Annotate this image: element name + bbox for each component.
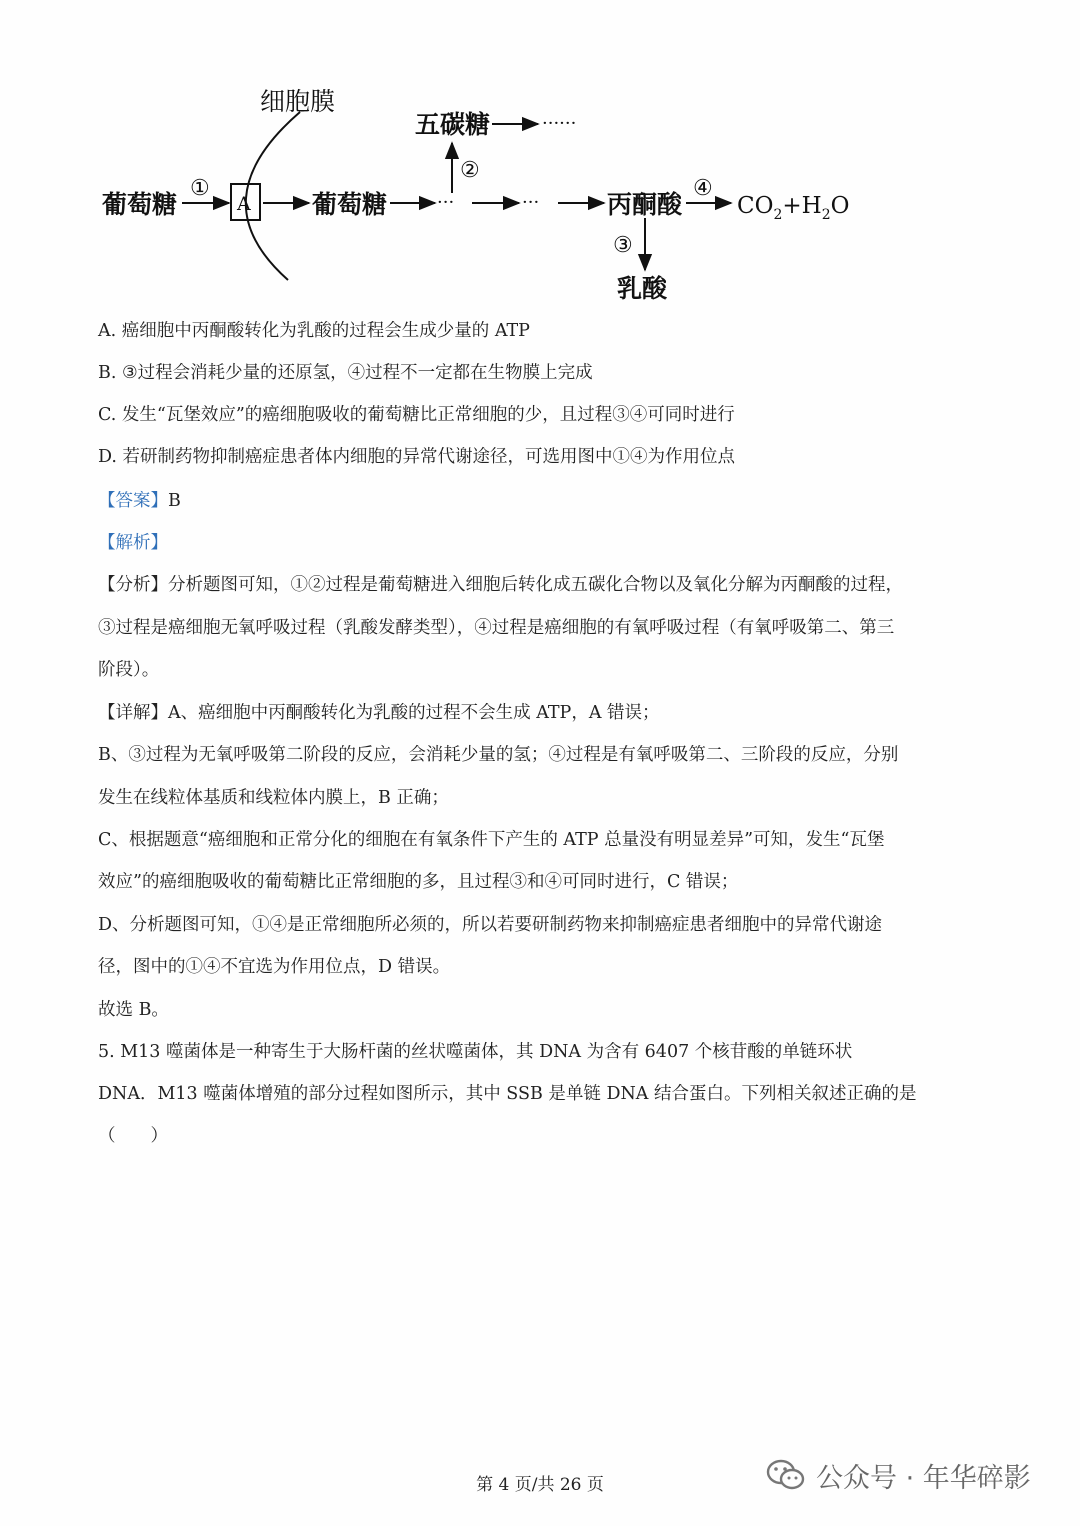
analysis-line-text: A、癌细胞中丙酮酸转化为乳酸的过程不会生成 ATP，A 错误； [168, 703, 660, 723]
product-co-subscript: 2 [773, 207, 783, 223]
step-4-label: ④ [693, 176, 713, 201]
analysis-line-text: ③过程是癌细胞无氧呼吸过程（乳酸发酵类型），④过程是癌细胞的有氧呼吸过程（有氧呼吸第二、第三 [98, 618, 895, 638]
products-label [737, 193, 850, 223]
analysis-line [98, 829, 884, 851]
ellipsis-1: ··· [437, 192, 455, 213]
product-h-subscript: 2 [821, 207, 831, 223]
ellipsis-long: ······ [542, 113, 577, 134]
analysis-heading [98, 532, 168, 554]
analysis-tag: 【解析】 [98, 533, 168, 553]
step-2-label: ② [460, 158, 480, 183]
analysis-line [98, 702, 660, 724]
option-b: B. ③过程会消耗少量的还原氢，④过程不一定都在生物膜上完成 [98, 363, 593, 383]
wechat-icon [766, 1458, 806, 1492]
option-d: D. 若研制药物抑制癌症患者体内细胞的异常代谢途径，可选用图中①④为作用位点 [98, 447, 736, 467]
analysis-line [98, 999, 169, 1021]
glucose-outside: 葡萄糖 [102, 190, 178, 219]
glucose-inside: 葡萄糖 [312, 190, 388, 219]
analysis-line-text: 故选 B。 [98, 1000, 169, 1020]
option-c: C. 发生“瓦堡效应”的癌细胞吸收的葡萄糖比正常细胞的少，且过程③④可同时进行 [98, 405, 735, 425]
analysis-line-text: 发生在线粒体基质和线粒体内膜上，B 正确； [98, 788, 449, 808]
analysis-line-text: B、③过程为无氧呼吸第二阶段的反应，会消耗少量的氢；④过程是有氧呼吸第二、三阶段的反应，分别 [98, 745, 899, 765]
analysis-line [98, 744, 898, 766]
analysis-line [98, 956, 450, 978]
pyruvate-label: 丙酮酸 [607, 190, 683, 219]
product-plus-h: +H [782, 193, 822, 219]
transporter-a-label: A [237, 193, 251, 215]
cell-membrane-curve [246, 112, 300, 280]
product-o: O [830, 193, 850, 219]
pentose-label: 五碳糖 [415, 110, 491, 139]
membrane-label: 细胞膜 [260, 87, 336, 116]
analysis-line [98, 787, 449, 809]
option-a: A. 癌细胞中丙酮酸转化为乳酸的过程会生成少量的 ATP [98, 321, 530, 341]
watermark [766, 1453, 1031, 1497]
question-5-line: （ ） [98, 1126, 168, 1146]
analysis-line [98, 871, 738, 893]
product-co: CO [737, 193, 774, 219]
step-3-label: ③ [613, 233, 633, 258]
ellipsis-2: ··· [522, 192, 540, 213]
analysis-line [98, 574, 903, 596]
analysis-line-text: 效应”的癌细胞吸收的葡萄糖比正常细胞的多，且过程③和④可同时进行，C 错误； [98, 872, 739, 892]
watermark-text: 公众号 · 年华碎影 [816, 1462, 1031, 1494]
analysis-line-text: C、根据题意“癌细胞和正常分化的细胞在有氧条件下产生的 ATP 总量没有明显差异”可知，发生“瓦堡 [98, 830, 885, 850]
analysis-line-text: 阶段）。 [98, 660, 160, 680]
answer-line [98, 490, 181, 512]
lactic-acid-label: 乳酸 [617, 274, 668, 303]
page-number: 第 4 页/共 26 页 [476, 1475, 604, 1495]
analysis-line-tag: 【分析】 [98, 575, 168, 595]
step-1-label: ① [190, 176, 210, 201]
analysis-line-text: D、分析题图可知，①④是正常细胞所必须的，所以若要研制药物来抑制癌症患者细胞中的异常代谢途 [98, 915, 883, 935]
analysis-line-text: 径，图中的①④不宜选为作用位点，D 错误。 [98, 957, 451, 977]
metabolic-pathway-diagram [0, 0, 1080, 310]
analysis-line-text: 分析题图可知，①②过程是葡萄糖进入细胞后转化成五碳化合物以及氧化分解为丙酮酸的过程， [168, 575, 903, 595]
answer-tag: 【答案】 [98, 491, 168, 511]
analysis-line-tag: 【详解】 [98, 703, 168, 723]
question-5-line: DNA．M13 噬菌体增殖的部分过程如图所示，其中 SSB 是单链 DNA 结合蛋白。下列相关叙述正确的是 [98, 1084, 917, 1104]
analysis-line [98, 617, 894, 639]
analysis-line [98, 914, 882, 936]
analysis-line [98, 659, 159, 681]
answer-value: B [168, 491, 181, 511]
question-5-line: 5. M13 噬菌体是一种寄生于大肠杆菌的丝状噬菌体，其 DNA 为含有 6407 个核苷酸的单链环状 [98, 1042, 853, 1062]
